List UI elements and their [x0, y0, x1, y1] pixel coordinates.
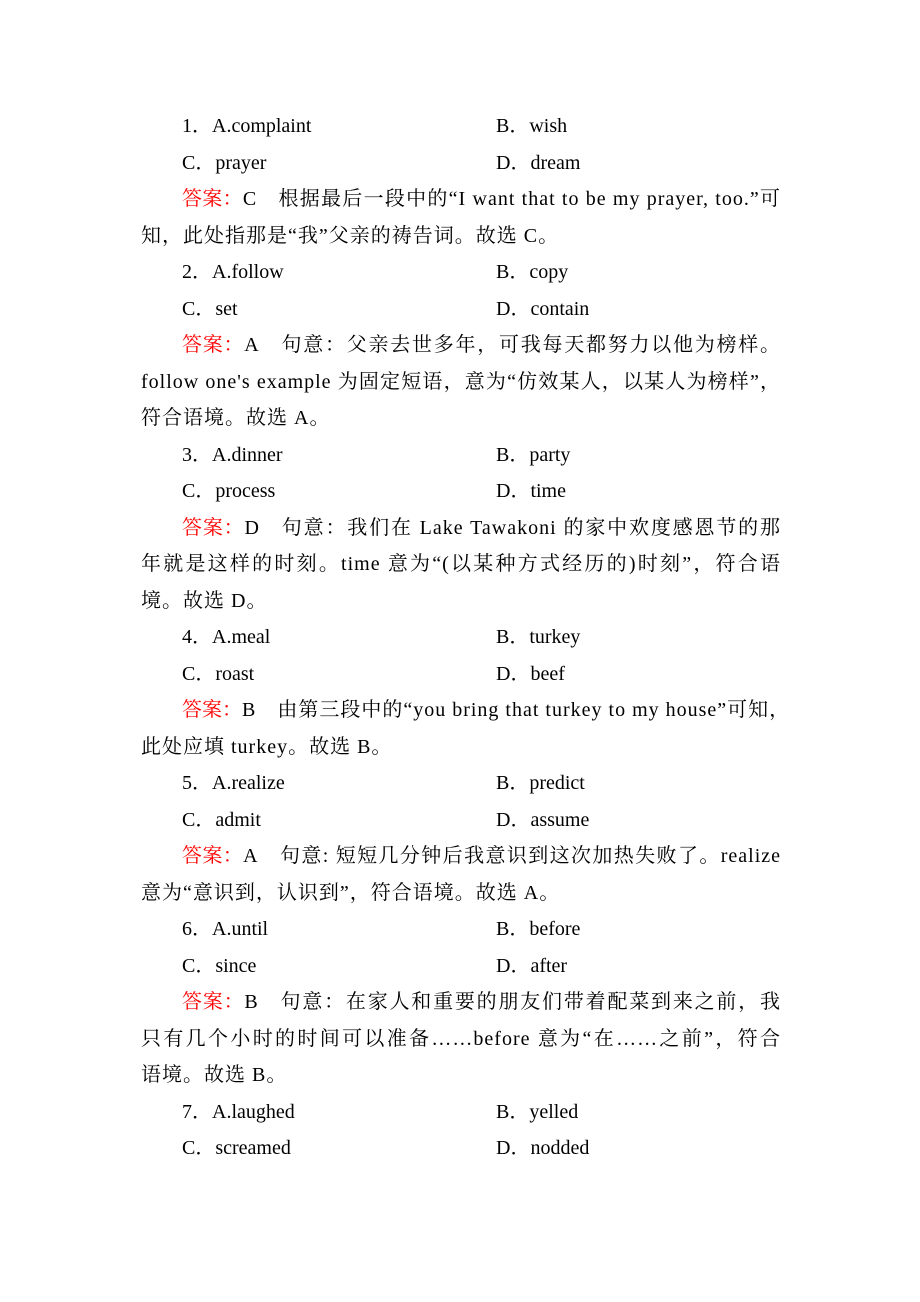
answer-label: 答案： — [182, 516, 245, 539]
options-row-ab — [141, 1094, 781, 1131]
option-c: C．screamed — [182, 1137, 291, 1159]
answer-line — [141, 984, 781, 1021]
explanation-text: 句意：在家人和重要的朋友们带着配菜到来之前，我 — [279, 991, 782, 1013]
option-d: D．beef — [496, 662, 565, 685]
option-d: D．dream — [496, 151, 581, 174]
answer-letter: B — [242, 699, 256, 721]
explanation-line: follow one's example 为固定短语，意为“仿效某人，以某人为榜样”， — [141, 370, 781, 393]
answer-line — [141, 327, 781, 364]
option-b: B．before — [496, 918, 581, 940]
option-a: 2．A.follow — [182, 261, 284, 283]
options-row-ab — [141, 254, 781, 291]
option-d: D．assume — [496, 808, 590, 831]
explanation-text: 句意：我们在 Lake Tawakoni 的家中欢度感恩节的那 — [280, 516, 782, 539]
option-b: B．copy — [496, 261, 569, 283]
explanation-line: 意为“意识到，认识到”，符合语境。故选 A。 — [141, 881, 561, 904]
question-3 — [141, 437, 781, 620]
options-row-ab — [141, 108, 781, 145]
option-c: C．prayer — [182, 151, 267, 174]
question-1 — [141, 108, 781, 254]
option-d: D．time — [496, 480, 566, 502]
option-a: 7．A.laughed — [182, 1100, 295, 1123]
option-a: 1．A.complaint — [182, 115, 312, 137]
explanation-line: 年就是这样的时刻。time 意为“(以某种方式经历的)时刻”，符合语 — [141, 553, 781, 575]
explanation-text: 句意：父亲去世多年，可我每天都努力以他为榜样。 — [280, 334, 782, 356]
option-b: B．predict — [496, 772, 585, 794]
explanation-line: 此处应填 turkey。故选 B。 — [141, 735, 393, 758]
option-b: B．yelled — [496, 1100, 579, 1123]
answer-line — [141, 692, 791, 729]
answer-letter: A — [243, 845, 258, 867]
options-row-ab — [141, 437, 781, 474]
options-row-cd — [141, 948, 781, 985]
answer-key-document — [141, 108, 791, 1167]
options-row-cd — [141, 473, 781, 510]
option-d: D．after — [496, 954, 568, 977]
answer-letter: D — [244, 516, 259, 539]
explanation-line: 只有几个小时的时间可以准备……before 意为“在……之前”，符合 — [141, 1027, 781, 1050]
options-row-cd — [141, 291, 781, 328]
question-2 — [141, 254, 781, 437]
options-row-ab — [141, 765, 781, 802]
question-6 — [141, 911, 781, 1094]
option-b: B．party — [496, 443, 571, 466]
explanation-line: 知，此处指那是“我”父亲的祷告词。故选 C。 — [141, 224, 560, 247]
explanation-text: 句意: 短短几分钟后我意识到这次加热失败了。realize — [279, 845, 782, 867]
question-5 — [141, 765, 781, 911]
answer-label: 答案： — [182, 699, 242, 721]
answer-label: 答案： — [182, 991, 245, 1013]
explanation-line: 境。故选 D。 — [141, 589, 268, 612]
answer-letter: C — [242, 188, 257, 210]
answer-letter: A — [244, 334, 259, 356]
option-b: B．turkey — [496, 626, 581, 648]
question-7 — [141, 1094, 781, 1167]
options-row-cd — [141, 145, 781, 182]
option-c: C．since — [182, 954, 257, 977]
option-d: D．contain — [496, 297, 590, 320]
option-a: 6．A.until — [182, 918, 269, 940]
answer-label: 答案： — [182, 845, 244, 867]
explanation-line: 语境。故选 B。 — [141, 1064, 288, 1086]
explanation-text: 根据最后一段中的“I want that to be my prayer, too.”可 — [278, 188, 782, 210]
explanation-text: 由第三段中的“you bring that turkey to my house”可知， — [277, 699, 791, 721]
answer-line — [141, 838, 781, 875]
answer-letter: B — [244, 991, 258, 1013]
answer-label: 答案： — [182, 188, 243, 210]
options-row-ab — [141, 619, 781, 656]
options-row-cd — [141, 1130, 781, 1167]
options-row-ab — [141, 911, 781, 948]
option-b: B．wish — [496, 115, 568, 137]
option-c: C．process — [182, 480, 276, 502]
explanation-line: 符合语境。故选 A。 — [141, 407, 331, 429]
option-d: D．nodded — [496, 1137, 590, 1159]
option-a: 4．A.meal — [182, 626, 271, 648]
option-a: 5．A.realize — [182, 772, 285, 794]
option-a: 3．A.dinner — [182, 443, 283, 466]
options-row-cd — [141, 802, 781, 839]
option-c: C．admit — [182, 808, 261, 831]
option-c: C．roast — [182, 662, 255, 685]
answer-label: 答案： — [182, 334, 245, 356]
answer-line — [141, 510, 781, 547]
options-row-cd — [141, 656, 781, 693]
option-c: C．set — [182, 297, 238, 320]
answer-line — [141, 181, 781, 218]
question-4 — [141, 619, 791, 765]
